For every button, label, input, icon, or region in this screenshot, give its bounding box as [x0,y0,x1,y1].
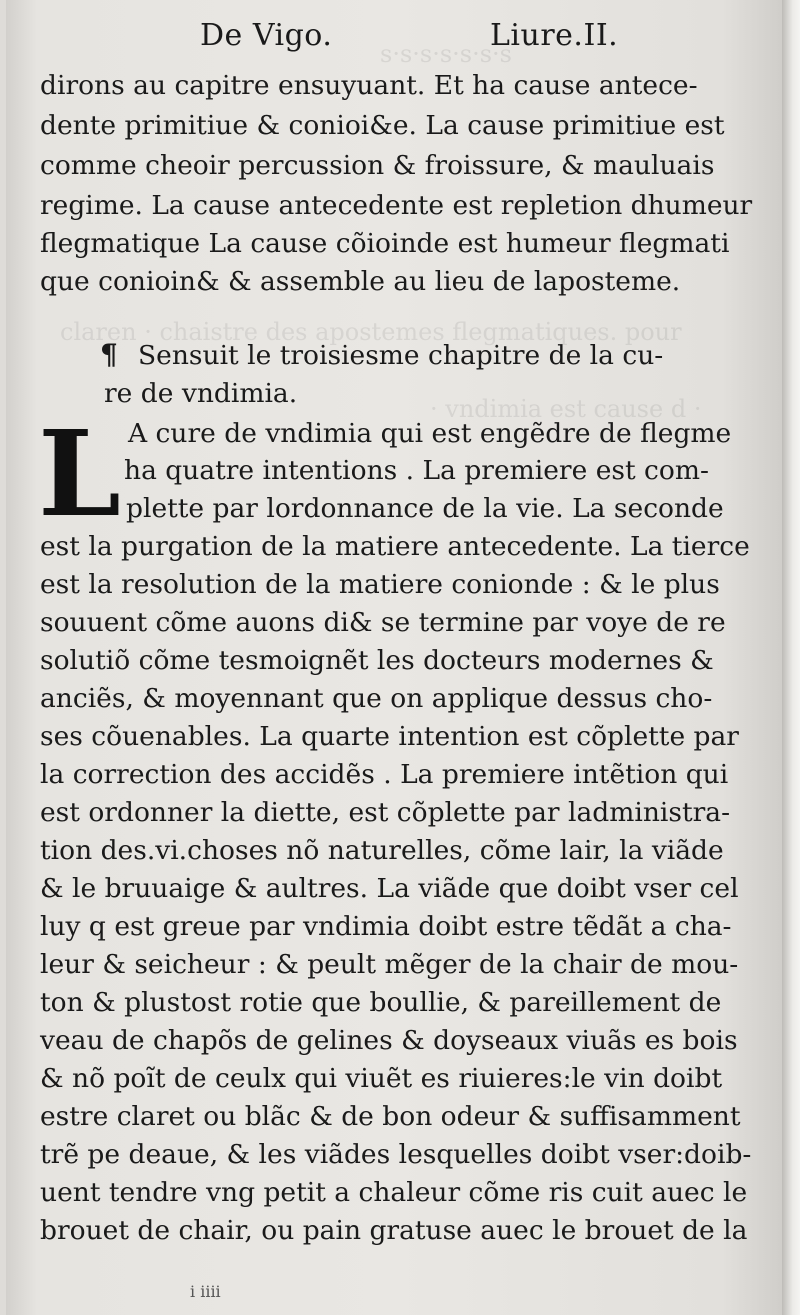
text-line: & nõ poĩt de ceulx qui viuẽt es riuieres:le vin doibt [40,1063,723,1094]
text-line: trẽ pe deaue, & les viãdes lesquelles doibt vser:doib- [40,1139,752,1170]
text-line: veau de chapõs de gelines & doyseaux viuãs es bois [40,1025,738,1056]
text-line: dente primitiue & conioi&e. La cause primitiue est [40,110,725,141]
signature-mark: i iiii [190,1282,221,1301]
drop-cap: L [38,404,121,543]
text-line: dirons au capitre ensuyuant. Et ha cause antece- [40,70,698,101]
paragraph-mark: ¶ [100,338,118,371]
text-line: flegmatique La cause cõioinde est humeur flegmati [40,228,730,259]
show-through-text: s·s·s·s·s·s·s [380,40,512,68]
text-line: souuent cõme auons di& se termine par voye de re [40,607,726,638]
text-line: est ordonner la diette, est cõplette par ladministra- [40,797,731,828]
text-line: estre claret ou blãc & de bon odeur & suffisamment [40,1101,741,1132]
text-line: brouet de chair, ou pain gratuse auec le brouet de la [40,1215,748,1246]
text-line: la correction des accidẽs . La premiere intẽtion qui [40,759,729,790]
text-line: solutiõ cõme tesmoignẽt les docteurs modernes & [40,645,714,676]
text-line: tion des.vi.choses nõ naturelles, cõme lair, la viãde [40,835,724,866]
text-line: plette par lordonnance de la vie. La seconde [126,493,724,524]
text-line: comme cheoir percussion & froissure, & mauluais [40,150,715,181]
text-line: que conioin& & assemble au lieu de laposteme. [40,266,681,297]
running-head-title: De Vigo. [200,18,333,53]
text-line: ton & plustost rotie que boullie, & pareillement de [40,987,722,1018]
chapter-heading-line: Sensuit le troisiesme chapitre de la cu- [138,340,664,371]
text-line: luy q est greue par vndimia doibt estre tẽdãt a cha- [40,911,732,942]
show-through-text: claren · chaistre des apostemes flegmatiques. pour [60,318,682,346]
text-line: uent tendre vng petit a chaleur cõme ris cuit auec le [40,1177,748,1208]
text-line: & le bruuaige & aultres. La viãde que doibt vser cel [40,873,739,904]
text-line: ses cõuenables. La quarte intention est cõplette par [40,721,739,752]
text-line: A cure de vndimia qui est engẽdre de flegme [128,418,732,449]
text-line: ha quatre intentions . La premiere est com- [124,455,709,486]
text-line: anciẽs, & moyennant que on applique dessus cho- [40,683,713,714]
text-line: est la purgation de la matiere antecedente. La tierce [40,531,750,562]
text-line: leur & seicheur : & peult mẽger de la chair de mou- [40,949,739,980]
page-gutter [782,0,800,1315]
show-through-text: · vndimia est cause d · [430,395,702,423]
text-line: est la resolution de la matiere conionde : & le plus [40,569,720,600]
running-head-book: Liure.II. [490,18,619,53]
chapter-heading-line: re de vndimia. [104,378,298,409]
text-line: regime. La cause antecedente est repletion dhumeur [40,190,753,221]
